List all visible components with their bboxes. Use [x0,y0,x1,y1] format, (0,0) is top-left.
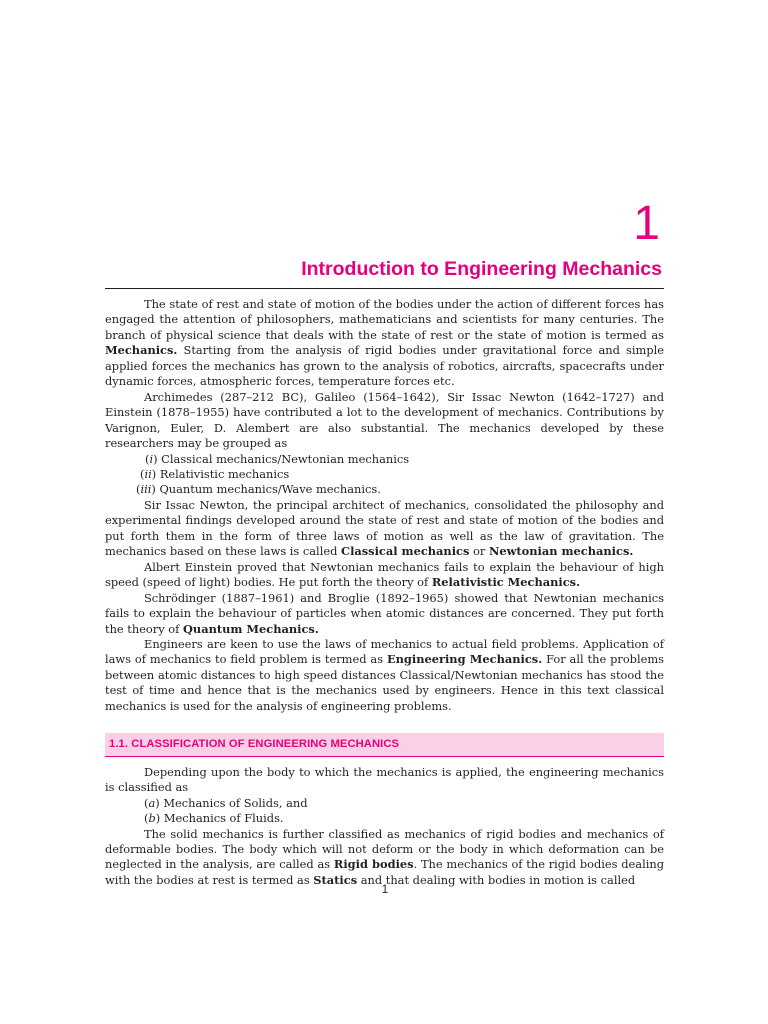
list-item: (ii) Relativistic mechanics [140,466,290,481]
paragraph: Depending upon the body to which the mechanics is applied, the engineering mechanics is classified as [105,764,664,795]
title-divider [105,288,664,289]
paragraph: The solid mechanics is further classified as mechanics of rigid bodies and mechanics of deformable bodies. The body which will not deform or the body in which deformation can be neglected in the analysis, are called as Rigid bodies. The mechanics of the rigid bodies dealing with the bodies at rest is termed as Statics and that dealing with bodies in motion is called [105,826,664,887]
chapter-number: 1 [633,197,660,250]
bold-term: Statics [313,872,358,887]
bold-term: Classical mechanics [341,544,470,559]
page-number: 1 [381,884,389,896]
list-item: (i) Classical mechanics/Newtonian mechanics [145,451,410,466]
paragraph: Schrödinger (1887–1961) and Broglie (1892–1965) showed that Newtonian mechanics fails to explain the behaviour of particles when atomic distances are concerned. They put forth the theory of Quantum Mechanics. [105,590,664,636]
paragraph: Sir Issac Newton, the principal architect of mechanics, consolidated the philosophy and experimental findings developed around the state of rest and state of motion of the bodies and put forth them in the form of three laws of motion as well as the law of gravitation. The mechanics based on these laws is called Classical mechanics or Newtonian mechanics. [105,497,664,559]
bold-term: Mechanics. [105,343,178,358]
paragraph: Engineers are keen to use the laws of mechanics to actual field problems. Application of laws of mechanics to field problem is termed as Engineering Mechanics. For all the problems between atomic distances to high speed distances Classical/Newtonian mechanics has stood the test of time and hence that is the mechanics used by engineers. Hence in this text classical mechanics is used for the analysis of engineering problems. [105,636,664,713]
bold-term: Newtonian mechanics. [488,544,634,559]
section-heading: 1.1. CLASSIFICATION OF ENGINEERING MECHANICS [105,733,664,756]
chapter-title: Introduction to Engineering Mechanics [301,258,662,280]
paragraph: Archimedes (287–212 BC), Galileo (1564–1642), Sir Issac Newton (1642–1727) and Einstein (1878–1955) have contributed a lot to the development of mechanics. Contributions by Varignon, Euler, D. Alembert are also substantial. The mechanics developed by these researchers may be grouped as [105,389,664,451]
bold-term: Engineering Mechanics. [386,652,543,667]
paragraph: Albert Einstein proved that Newtonian mechanics fails to explain the behaviour of high speed (speed of light) bodies. He put forth the theory of Relativistic Mechanics. [105,559,664,590]
chapter-body [105,297,664,888]
bold-term: Rigid bodies [333,857,414,872]
list-item: (iii) Quantum mechanics/Wave mechanics. [136,482,381,497]
bold-term: Relativistic Mechanics. [431,575,581,590]
list-item: (b) Mechanics of Fluids. [144,811,284,826]
bold-term: Quantum Mechanics. [182,621,319,636]
paragraph: The state of rest and state of motion of the bodies under the action of different forces has engaged the attention of philosophers, mathematicians and scientists for many centuries. The branch of physical science that deals with the state of rest or the state of motion is termed as Mechanics. Starting from the analysis of rigid bodies under gravitational force and simple applied forces the mechanics has grown to the analysis of robotics, aircrafts, spacecrafts under dynamic forces, atmospheric forces, temperature forces etc. [105,297,664,389]
list-item: (a) Mechanics of Solids, and [144,795,308,810]
